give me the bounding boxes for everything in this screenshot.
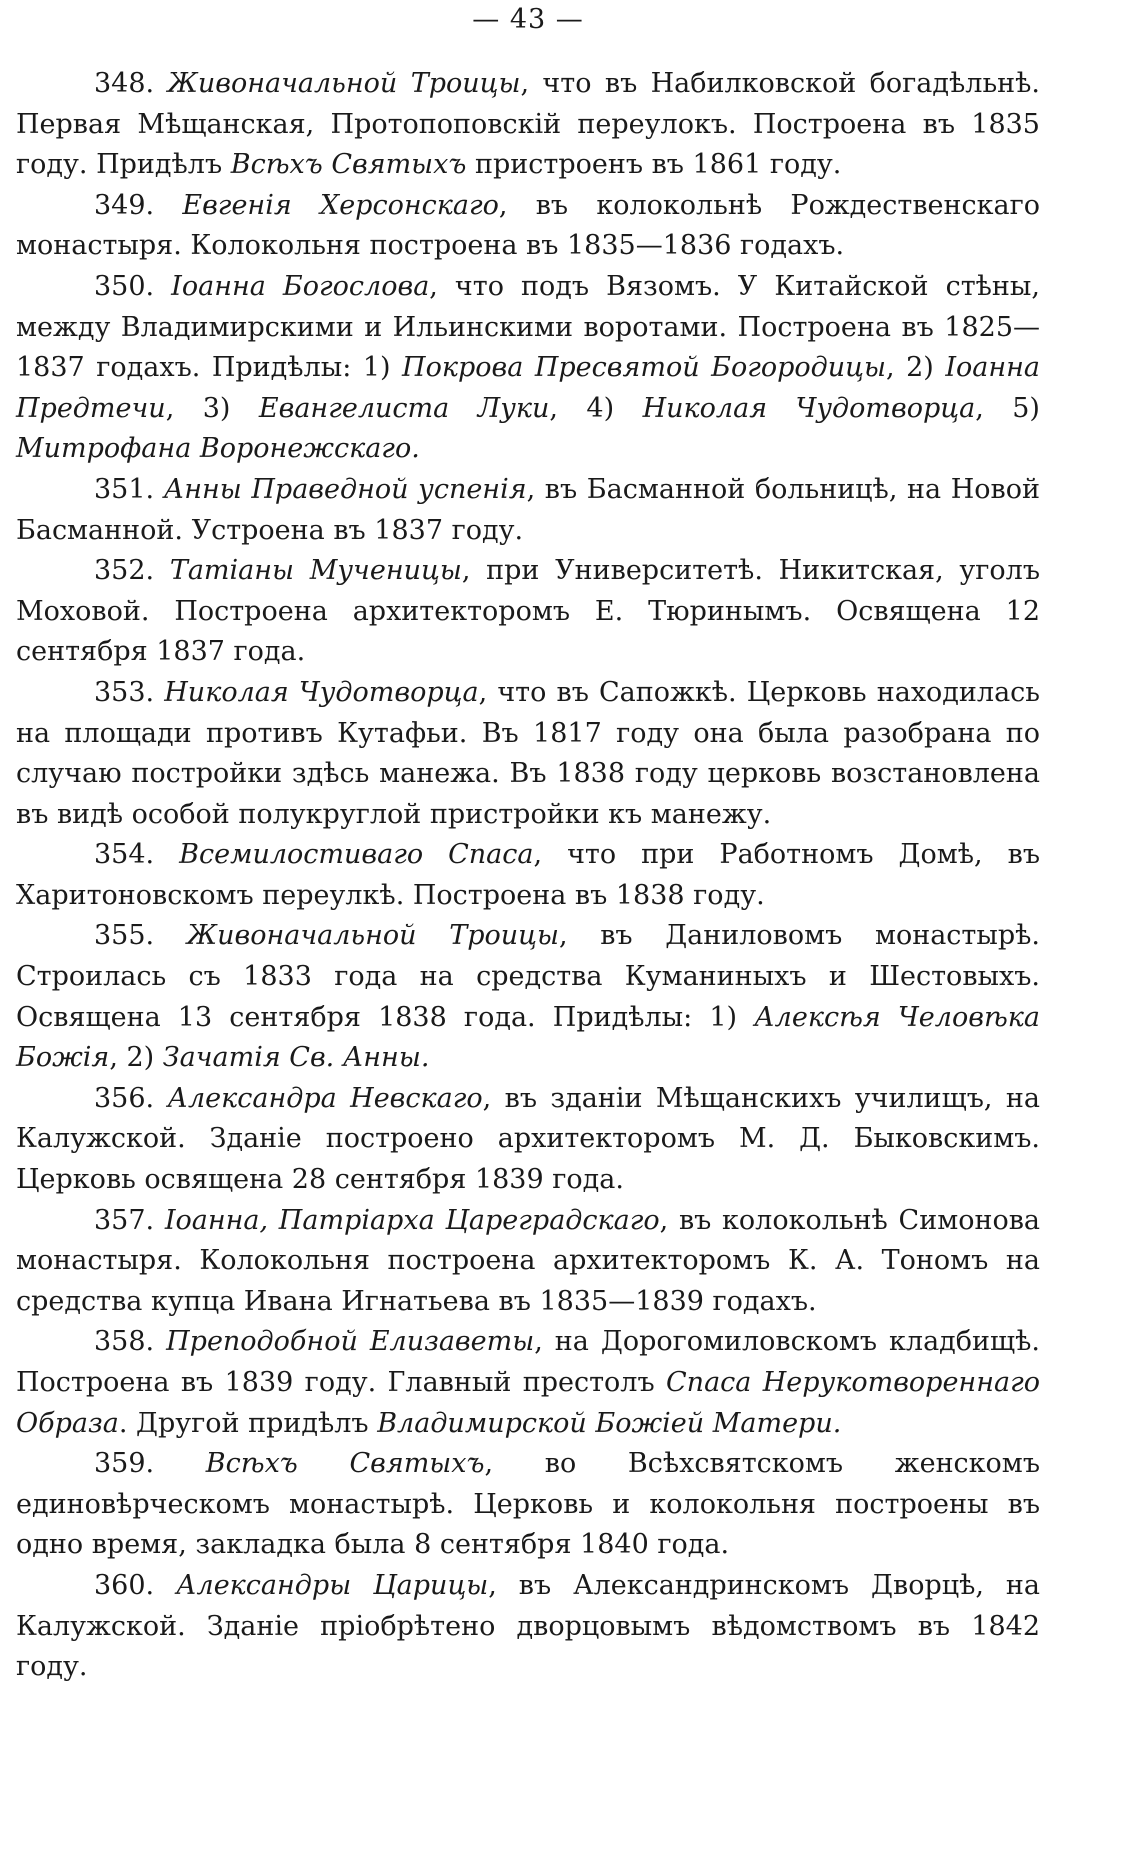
entry-italic-text: Покрова Пресвятой Богородицы: [402, 352, 886, 384]
entry-text: , въ колокольнѣ Симонова монастыря. Колокольня построена архитекторомъ К. А. Тономъ на средства купца Ивана Игнатьева въ 1835—1839 годахъ.: [16, 1204, 1041, 1317]
entry-text: 355.: [94, 920, 187, 952]
entry-text: 358.: [94, 1326, 167, 1358]
page-number: — 43 —: [472, 4, 584, 35]
entry-text: , при Университетѣ. Никитская, уголъ Моховой. Построена архитекторомъ Е. Тюринымъ. Освящена 12 сентября 1837 года.: [16, 555, 1040, 668]
entry-text: , 3): [165, 392, 259, 424]
entry-text: 350.: [94, 270, 172, 302]
entry-text: , въ Даниловомъ монастырѣ. Строилась съ 1833 года на средства Куманиныхъ и Шестовыхъ. Освящена 13 сентября 1838 года. Придѣлы: 1): [16, 920, 1040, 1033]
entry-italic-text: Владимирской Божіей Матери.: [377, 1407, 842, 1439]
entry-italic-text: Анны Праведной успенія: [163, 473, 527, 505]
entry-text: , въ колокольнѣ Рождественскаго монастыря. Колокольня построена въ 1835—1836 годахъ.: [16, 189, 1040, 262]
entry-italic-text: Всѣхъ Святыхъ: [230, 149, 467, 181]
entry-text: , что подъ Вязомъ. У Китайской стѣны, между Владимирскими и Ильинскими воротами. Построена въ 1825—1837 годахъ. Придѣлы: 1): [16, 270, 1040, 384]
entry-text: , 4): [549, 392, 643, 424]
entry-italic-text: Алексѣя Человѣка Божія: [16, 1001, 1040, 1074]
entry-text: , 5): [975, 392, 1040, 424]
entry-italic-text: Татіаны Мученицы: [169, 555, 462, 587]
entry-italic-text: Всемилостиваго Спаса: [179, 839, 534, 871]
entry-italic-text: Зачатія Св. Анны.: [162, 1042, 430, 1074]
entry-text: , въ зданіи Мѣщанскихъ училищъ, на Калужской. Зданіе построено архитекторомъ М. Д. Быковскимъ. Церковь освящена 28 сентября 1839 года.: [16, 1082, 1040, 1196]
entry-text: пристроенъ въ 1861 году.: [466, 149, 842, 181]
entry-paragraph: [16, 1322, 1040, 1444]
entry-italic-text: Спаса Нерукотвореннаго Образа: [16, 1367, 1041, 1439]
entry-paragraph: [16, 1444, 1040, 1566]
entry-paragraph: [16, 551, 1040, 673]
entry-text: 359.: [94, 1448, 206, 1480]
entry-italic-text: Александра Невскаго: [167, 1082, 483, 1114]
entry-text: 356.: [94, 1082, 168, 1114]
entry-paragraph: [16, 1079, 1040, 1201]
entry-text: 351.: [94, 473, 164, 505]
entry-paragraph: [16, 64, 1040, 186]
entry-text: . Другой придѣлъ: [118, 1407, 378, 1439]
entry-italic-text: Живоначальной Троицы: [167, 68, 521, 99]
entry-italic-text: Всѣхъ Святыхъ: [205, 1448, 485, 1480]
entry-text: , во Всѣхсвятскомъ женскомъ единовѣрческомъ монастырѣ. Церковь и колокольня построены въ одно время, закладка была 8 сентября 1840 года.: [16, 1448, 1040, 1561]
entry-paragraph: [16, 267, 1040, 470]
entry-text: 357.: [94, 1204, 165, 1236]
entry-italic-text: Евгенія Херсонскаго: [182, 189, 499, 221]
entry-text: , на Дорогомиловскомъ кладбищѣ. Построена въ 1839 году. Главный престолъ: [16, 1326, 1041, 1398]
entry-italic-text: Іоанна Предтечи: [16, 352, 1040, 424]
entry-italic-text: Александры Царицы: [176, 1569, 489, 1601]
entry-text: , 2): [885, 352, 946, 384]
entry-paragraph: [16, 470, 1040, 551]
entry-text: 360.: [94, 1569, 177, 1601]
entry-paragraph: [16, 186, 1040, 267]
entry-text: , 2): [109, 1042, 163, 1074]
entry-paragraph: [16, 1566, 1040, 1688]
entry-text: , что при Работномъ Домѣ, въ Харитоновскомъ переулкѣ. Построена въ 1838 году.: [16, 839, 1040, 911]
entry-italic-text: Евангелиста Луки: [258, 392, 550, 424]
entry-paragraph: [16, 673, 1040, 835]
entry-text: , что въ Набилковской богадѣльнѣ. Первая Мѣщанская, Протопоповскій переулокъ. Построена въ 1835 году. Придѣлъ: [16, 68, 1041, 181]
entry-text: 354.: [94, 839, 180, 871]
entry-text: , въ Александринскомъ Дворцѣ, на Калужской. Зданіе пріобрѣтено дворцовымъ вѣдомствомъ въ 1842 году.: [16, 1569, 1040, 1683]
entry-text: 352.: [94, 555, 170, 587]
entry-text: , что въ Сапожкѣ. Церковь находилась на площади противъ Кутафьи. Въ 1817 году она была разобрана по случаю постройки здѣсь манежа. Въ 1838 году церковь возстановлена въ видѣ особой полукруглой пристройки къ манежу.: [16, 676, 1041, 830]
entry-italic-text: Живоначальной Троицы: [186, 920, 559, 952]
entry-italic-text: Іоанна Богослова: [171, 270, 430, 302]
entry-italic-text: Преподобной Елизаветы: [166, 1326, 535, 1358]
entry-text: , въ Басманной больницѣ, на Новой Басманной. Устроена въ 1837 году.: [16, 473, 1040, 546]
entry-paragraph: [16, 835, 1040, 916]
document-page: [16, 0, 1040, 1688]
entry-text: 348.: [94, 68, 168, 99]
entry-italic-text: Іоанна, Патріарха Цареградскаго: [164, 1204, 660, 1236]
entry-italic-text: Митрофана Воронежскаго.: [16, 433, 420, 465]
entry-italic-text: Николая Чудотворца: [164, 676, 479, 708]
entry-paragraph: [16, 1201, 1040, 1323]
entry-paragraph: [16, 916, 1040, 1078]
entries-list: [16, 64, 1040, 1688]
entry-text: 353.: [94, 676, 165, 708]
entry-text: 349.: [94, 189, 183, 221]
entry-italic-text: Николая Чудотворца: [642, 392, 976, 424]
